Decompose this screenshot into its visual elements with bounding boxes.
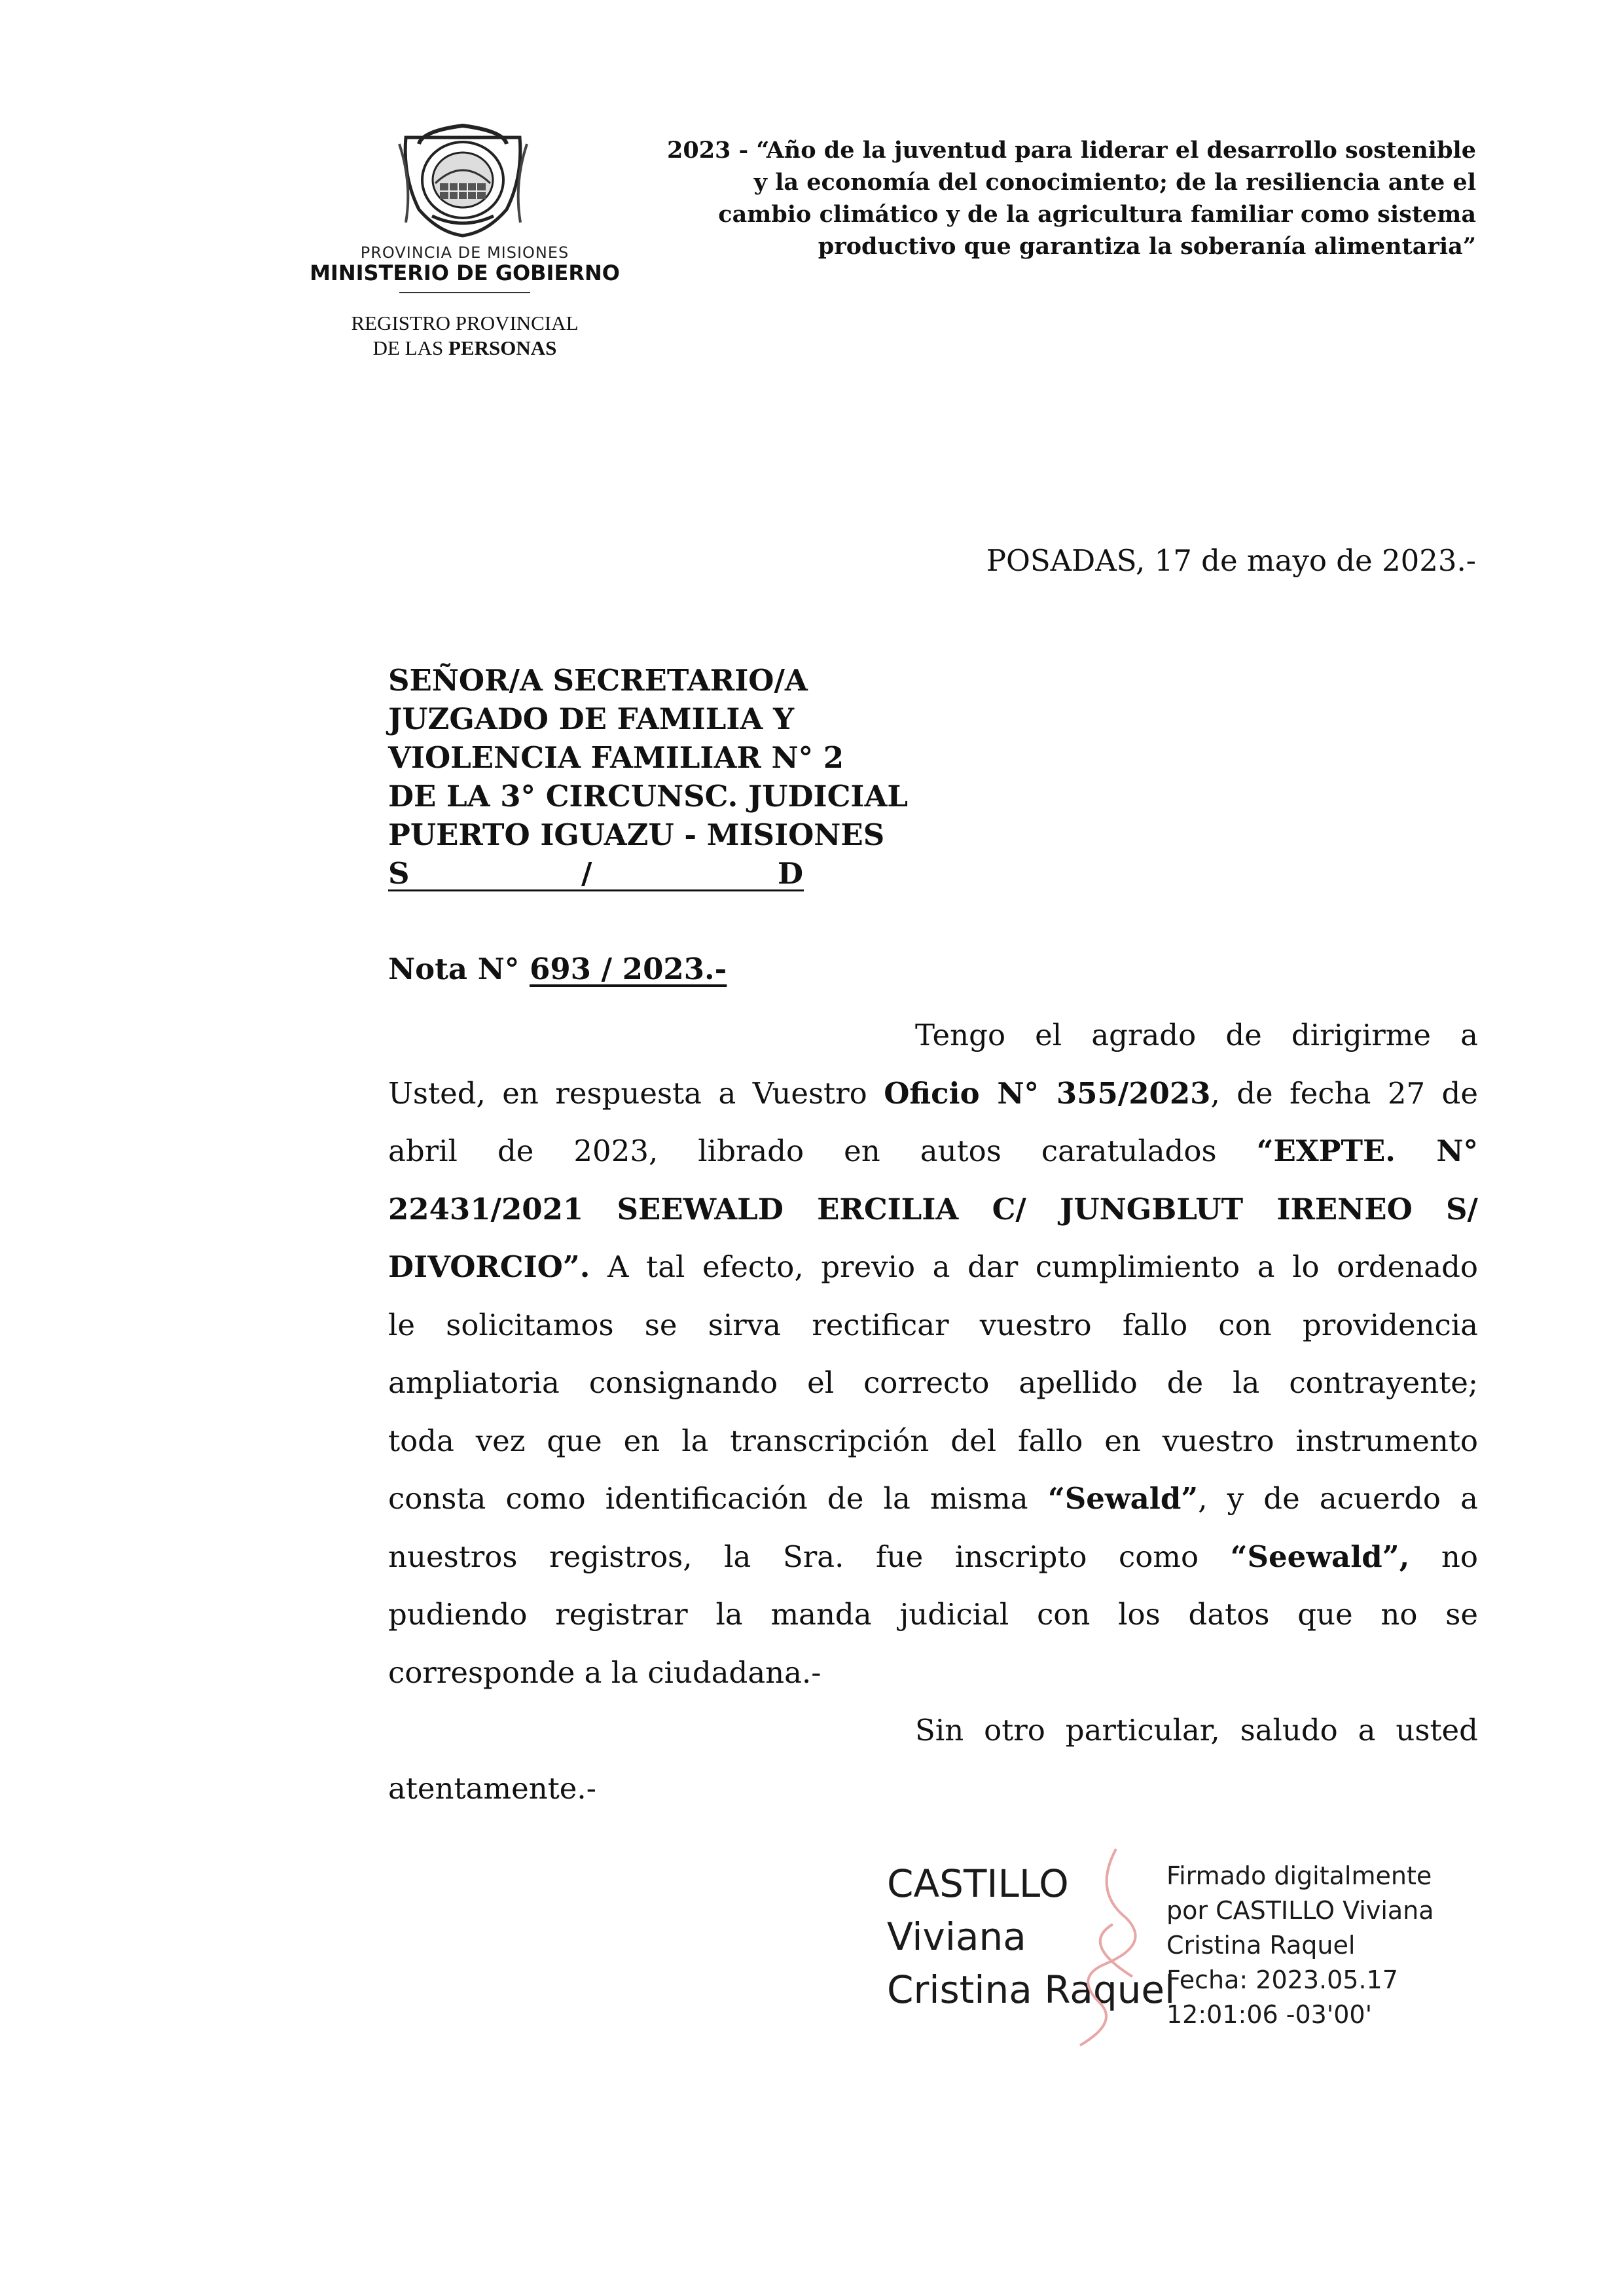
case-reference: “EXPTE. N°	[1256, 1134, 1478, 1168]
signer-name-line: Cristina Raquel	[887, 1967, 1176, 2012]
year-motto	[543, 134, 1476, 262]
text-run: consta como identificación de la misma	[388, 1481, 1048, 1516]
text-run: Usted, en respuesta a Vuestro	[388, 1075, 884, 1111]
closing-line: atentamente.-	[388, 1770, 596, 1806]
body-line	[388, 1470, 1478, 1528]
sd-mid: /	[581, 856, 592, 891]
body-line: 22431/2021 SEEWALD ERCILIA C/ JUNGBLUT IRENEO S/	[388, 1191, 1478, 1227]
addressee-line: JUZGADO DE FAMILIA Y	[388, 702, 795, 736]
text-run: nuestros registros, la Sra. fue inscripto como	[388, 1539, 1231, 1574]
text-run: A tal efecto, previo a dar cumplimiento a lo ordenado	[590, 1249, 1478, 1284]
signature-detail-line: Cristina Raquel	[1166, 1931, 1356, 1960]
body-line: toda vez que en la transcripción del fallo en vuestro instrumento	[388, 1423, 1478, 1458]
case-reference: DIVORCIO”.	[388, 1249, 590, 1284]
note-number-line	[388, 952, 727, 986]
provincial-coat-of-arms	[393, 118, 533, 239]
signature-detail-line: Firmado digitalmente	[1166, 1861, 1432, 1890]
closing-line: Sin otro particular, saludo a usted	[915, 1713, 1478, 1748]
addressee-line: VIOLENCIA FAMILIAR N° 2	[388, 740, 844, 775]
body-line: pudiendo registrar la manda judicial con los datos que no se	[388, 1597, 1478, 1632]
addressee-line: DE LA 3° CIRCUNSC. JUDICIAL	[388, 779, 909, 814]
note-label: Nota N°	[388, 952, 530, 986]
signature-detail-line: Fecha: 2023.05.17	[1166, 1965, 1398, 1994]
signature-detail-line: por CASTILLO Viviana	[1166, 1896, 1434, 1925]
addressee-line: SEÑOR/A SECRETARIO/A	[388, 663, 808, 698]
signature-detail-line: 12:01:06 -03'00'	[1166, 2000, 1373, 2029]
text-run: no	[1409, 1539, 1478, 1574]
text-run: , de fecha 27 de	[1210, 1075, 1478, 1111]
header-divider	[399, 292, 530, 293]
digital-signature-mark	[1054, 1846, 1165, 2049]
digital-signature-details	[1166, 1859, 1434, 2032]
signer-name-line: Viviana	[887, 1914, 1026, 1959]
body-line: Tengo el agrado de dirigirme a	[915, 1018, 1478, 1052]
body-line: ampliatoria consignando el correcto apellido de la contrayente;	[388, 1365, 1478, 1400]
addressee-line: PUERTO IGUAZU - MISIONES	[388, 817, 885, 852]
motto-line: productivo que garantiza la soberanía alimentaria”	[818, 233, 1476, 260]
oficio-reference: Oficio N° 355/2023	[884, 1075, 1211, 1111]
ministry-province-label: PROVINCIA DE MISIONES	[360, 243, 569, 262]
registry-line2-prefix: DE LAS	[372, 336, 448, 359]
surname-quoted: “Seewald”,	[1230, 1539, 1410, 1574]
sd-left: S	[388, 856, 410, 891]
motto-line: 2023 - “Año de la juventud para liderar el desarrollo sostenible	[667, 137, 1476, 164]
surname-quoted: “Sewald”	[1047, 1481, 1199, 1516]
body-line	[388, 1238, 1478, 1297]
registry-name-line2	[301, 336, 628, 360]
motto-line: cambio climático y de la agricultura familiar como sistema	[718, 201, 1476, 228]
place-date-line: POSADAS, 17 de mayo de 2023.-	[986, 543, 1476, 578]
signer-name-line: CASTILLO	[887, 1861, 1069, 1906]
text-run: , y de acuerdo a	[1198, 1481, 1479, 1516]
registry-name-line1: REGISTRO PROVINCIAL	[351, 312, 579, 334]
letter-body	[388, 1007, 1478, 1818]
text-run: abril de 2023, librado en autos caratulados	[388, 1134, 1257, 1168]
sd-right: D	[778, 856, 804, 891]
addressee-block	[388, 661, 1174, 893]
motto-line: y la economía del conocimiento; de la resiliencia ante el	[753, 169, 1476, 196]
registry-line2-bold: PERSONAS	[448, 336, 557, 359]
body-line: le solicitamos se sirva rectificar vuestro fallo con providencia	[388, 1307, 1478, 1342]
sd-line	[388, 854, 804, 893]
note-number: 693 / 2023.-	[530, 952, 727, 986]
body-line	[388, 1122, 1478, 1181]
body-line	[388, 1528, 1478, 1587]
body-line	[388, 1065, 1478, 1123]
sd-underline	[388, 889, 804, 891]
ministry-title: MINISTERIO DE GOBIERNO	[310, 260, 620, 285]
body-line: corresponde a la ciudadana.-	[388, 1655, 821, 1690]
